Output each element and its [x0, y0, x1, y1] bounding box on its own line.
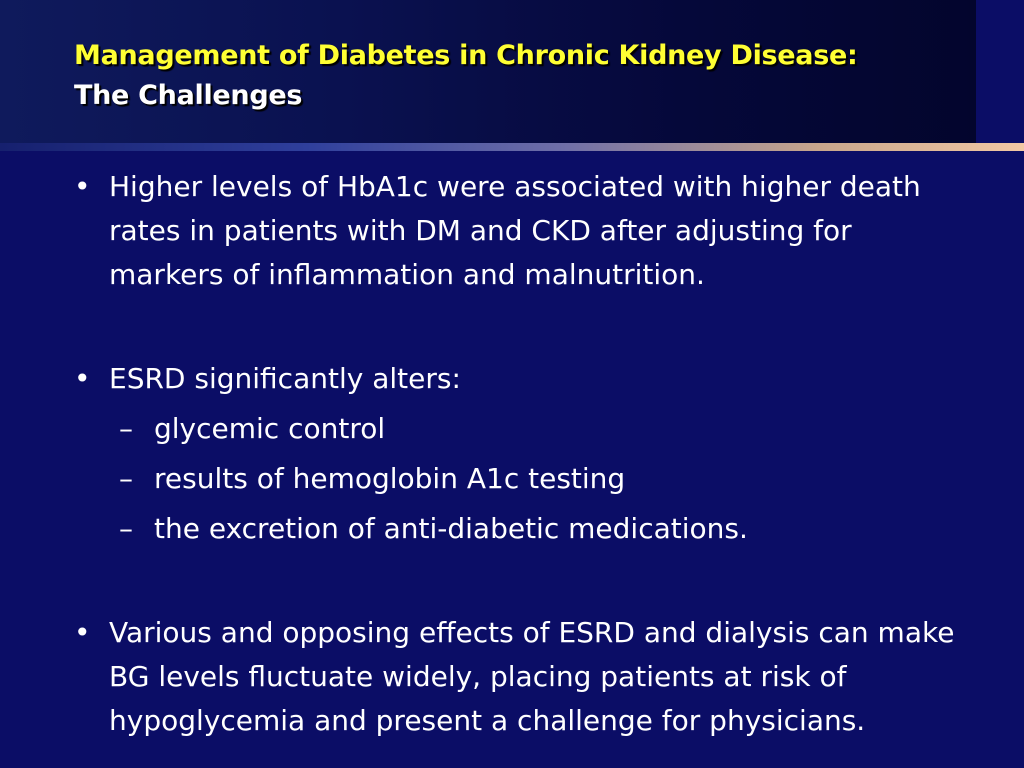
- sub-item-text: glycemic control: [154, 412, 386, 445]
- bullet-icon: •: [74, 170, 91, 203]
- spacer: [74, 297, 974, 357]
- sub-item-glycemic-control: [74, 407, 974, 451]
- sub-item-text: results of hemoglobin A1c testing: [154, 462, 626, 495]
- bullet-text: Various and opposing effects of ESRD and dialysis can make BG levels fluctuate widely, placing patients at risk of hypoglycemia and present a challenge for physicians.: [109, 616, 955, 737]
- spacer: [74, 551, 974, 611]
- dash-icon: –: [119, 412, 133, 445]
- dash-icon: –: [119, 462, 133, 495]
- bullet-item-esrd-alters: [74, 357, 974, 401]
- bullet-text: Higher levels of HbA1c were associated with higher death rates in patients with DM and CKD after adjusting for markers of inflammation and malnutrition.: [109, 170, 921, 291]
- title-divider-line: [0, 143, 1024, 151]
- sub-item-text: the excretion of anti-diabetic medications.: [154, 512, 748, 545]
- title-band-edge: [976, 0, 1024, 143]
- sub-item-medication-excretion: [74, 507, 974, 551]
- bullet-icon: •: [74, 362, 91, 395]
- bullet-text: ESRD significantly alters:: [109, 362, 461, 395]
- title-line-1: Management of Diabetes in Chronic Kidney Disease:: [74, 40, 858, 71]
- slide-title: [74, 36, 858, 116]
- slide-body: [74, 165, 974, 743]
- title-line-2: The Challenges: [74, 80, 303, 111]
- bullet-icon: •: [74, 616, 91, 649]
- bullet-item-hba1c: [74, 165, 974, 297]
- sub-item-hba1c-testing: [74, 457, 974, 501]
- bullet-item-bg-fluctuation: [74, 611, 974, 743]
- dash-icon: –: [119, 512, 133, 545]
